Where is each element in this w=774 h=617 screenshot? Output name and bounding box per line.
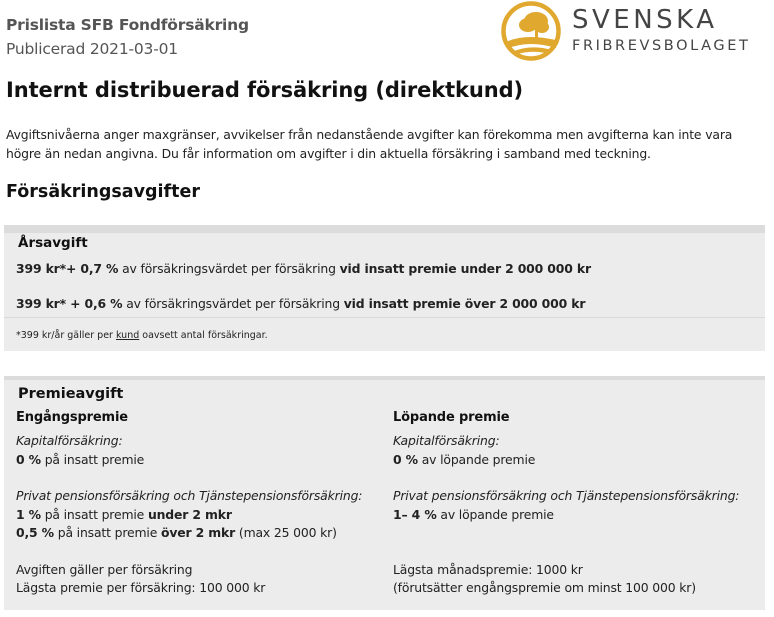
page-heading: Internt distribuerad försäkring (direktkund) <box>6 78 524 102</box>
document-title: Prislista SFB Fondförsäkring <box>6 16 249 34</box>
pension-value: 1– 4 % av löpande premie <box>393 507 554 522</box>
tree-logo-icon <box>500 0 562 62</box>
premieavgift-box <box>4 376 765 610</box>
intro-paragraph: Avgiftsnivåerna anger maxgränser, avvikelser från nedanstående avgifter kan förekomma men avgifterna kan inte vara högre än nedan angivna. Du får information om avgifter i din aktuella försäkring i samband med teckning. <box>6 127 733 161</box>
pension-label: Privat pensionsförsäkring och Tjänstepensionsförsäkring: <box>16 488 363 503</box>
arsavgift-line-over: 399 kr* + 0,6 % av försäkringsvärdet per försäkring vid insatt premie över 2 000 000 kr <box>16 296 586 311</box>
lopande-premie-subtitle: Löpande premie <box>393 410 510 425</box>
section-heading: Försäkringsavgifter <box>6 182 201 202</box>
kapitalforsakring-value: 0 % av löpande premie <box>393 452 536 467</box>
divider <box>4 317 765 318</box>
published-date: Publicerad 2021-03-01 <box>6 40 178 58</box>
arsavgift-title: Årsavgift <box>18 235 88 251</box>
pension-value-under: 1 % på insatt premie under 2 mkr <box>16 507 232 522</box>
min-premium-note: Lägsta premie per försäkring: 100 000 kr <box>16 580 266 595</box>
engangspremie-subtitle: Engångspremie <box>16 410 128 425</box>
logo-text-fribrevsbolaget: FRIBREVSBOLAGET <box>572 38 751 54</box>
logo-text-svenska: SVENSKA <box>572 5 718 35</box>
kapitalforsakring-label: Kapitalförsäkring: <box>16 433 123 448</box>
prerequisite-note: (förutsätter engångspremie om minst 100 000 kr) <box>393 580 696 595</box>
fee-scope-note: Avgiften gäller per försäkring <box>16 562 193 577</box>
premieavgift-title: Premieavgift <box>18 386 124 402</box>
pension-label: Privat pensionsförsäkring och Tjänstepensionsförsäkring: <box>393 488 740 503</box>
kapitalforsakring-label: Kapitalförsäkring: <box>393 433 500 448</box>
kund-link[interactable]: kund <box>115 330 140 341</box>
box-top-bar <box>4 225 765 233</box>
box-top-bar <box>4 376 765 380</box>
pension-value-over: 0,5 % på insatt premie över 2 mkr (max 25 000 kr) <box>16 525 337 540</box>
kapitalforsakring-value: 0 % på insatt premie <box>16 452 145 467</box>
company-logo <box>500 0 770 62</box>
arsavgift-line-under: 399 kr*+ 0,7 % av försäkringsvärdet per försäkring vid insatt premie under 2 000 000 kr <box>16 261 591 276</box>
min-monthly-premium-note: Lägsta månadspremie: 1000 kr <box>393 562 583 577</box>
arsavgift-footnote: *399 kr/år gäller per kund oavsett antal försäkringar. <box>16 330 268 341</box>
arsavgift-box <box>4 225 765 351</box>
